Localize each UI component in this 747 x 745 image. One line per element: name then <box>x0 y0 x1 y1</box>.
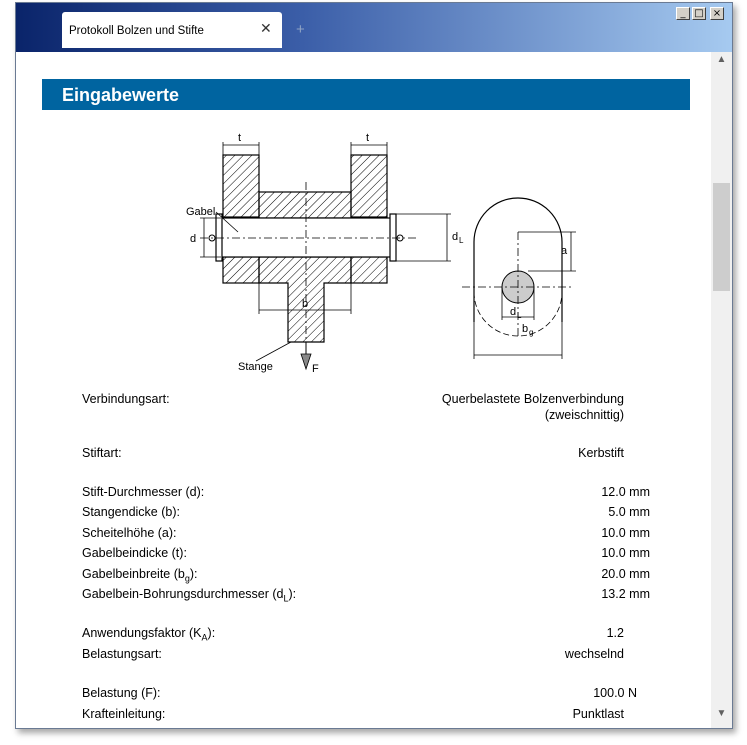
scroll-down-icon[interactable]: ▼ <box>716 708 727 719</box>
label-dL2-sub: L <box>517 311 522 320</box>
label-t-right: t <box>366 132 370 144</box>
tab-close-icon[interactable]: ✕ <box>260 20 272 36</box>
scroll-up-icon[interactable]: ▲ <box>716 54 727 65</box>
value-krafteinleitung: Punktlast <box>572 707 624 721</box>
fork-left-upper <box>223 155 259 217</box>
label-d: d <box>190 233 197 245</box>
value-KA: 1.2 <box>606 626 624 640</box>
value-belastungsart: wechselnd <box>564 647 624 661</box>
tab-title: Protokoll Bolzen und Stifte <box>69 25 204 37</box>
label-bg: Gabelbeinbreite $(b_g)$: <box>82 567 198 584</box>
value-b: 5.0 mm <box>608 505 650 519</box>
label-t: Gabelbeindicke (t): <box>82 546 187 560</box>
report-content <box>16 52 711 728</box>
fork-side-view <box>462 198 576 359</box>
value-verbindungsart-2: (zweischnittig) <box>544 408 624 422</box>
label-t-left: t <box>238 132 242 144</box>
label-belastungsart: Belastungsart: <box>82 647 162 661</box>
label-KA: Anwendungsfaktor $(K_A)$: <box>82 626 216 643</box>
label-a: a <box>561 245 568 257</box>
fork-left-lower <box>223 257 259 283</box>
label-stiftart: Stiftart: <box>82 446 122 460</box>
value-F: 100.0 N <box>593 686 637 700</box>
vertical-scrollbar[interactable] <box>711 52 732 728</box>
fork-right-upper <box>351 155 387 217</box>
label-b: Stangendicke (b): <box>82 505 180 519</box>
section-header <box>42 79 690 110</box>
scroll-thumb[interactable] <box>713 183 730 291</box>
label-b: b <box>302 298 309 310</box>
tab-protokoll[interactable] <box>62 12 282 48</box>
minimize-button[interactable]: _ <box>676 7 690 20</box>
value-stiftart: Kerbstift <box>578 446 624 460</box>
label-bg: b <box>522 323 529 335</box>
value-bg: 20.0 mm <box>601 567 650 581</box>
value-verbindungsart-1: Querbelastete Bolzenverbindung <box>441 392 624 406</box>
value-d: 12.0 mm <box>601 485 650 499</box>
section-title: Eingabewerte <box>62 85 180 105</box>
close-button[interactable]: × <box>710 7 724 20</box>
label-F: Belastung (F): <box>82 686 161 700</box>
label-bg-sub: g <box>529 328 534 337</box>
label-stange: Stange <box>238 361 273 373</box>
label-krafteinleitung: Krafteinleitung: <box>82 707 166 721</box>
label-dL-sub: L <box>459 236 464 245</box>
label-gabel: Gabel <box>186 206 216 218</box>
label-F: F <box>312 363 319 375</box>
label-dL: d <box>452 231 459 243</box>
label-a: Scheitelhöhe (a): <box>82 526 177 540</box>
value-a: 10.0 mm <box>601 526 650 540</box>
label-verbindungsart: Verbindungsart: <box>82 392 170 406</box>
rod-top <box>259 192 351 218</box>
new-tab-icon[interactable]: + <box>296 21 305 38</box>
label-dL: Gabelbein-Bohrungsdurchmesser $(d_L)$: <box>82 587 297 604</box>
bolt-joint-diagram <box>166 122 566 377</box>
label-d: Stift-Durchmesser (d): <box>82 485 205 499</box>
title-bar <box>16 3 732 52</box>
value-dL: 13.2 mm <box>601 587 650 601</box>
app-window <box>15 2 733 729</box>
maximize-button[interactable]: □ <box>692 7 706 20</box>
label-dL2: d <box>510 306 517 318</box>
value-t: 10.0 mm <box>601 546 650 560</box>
fork-right-lower <box>351 257 387 283</box>
